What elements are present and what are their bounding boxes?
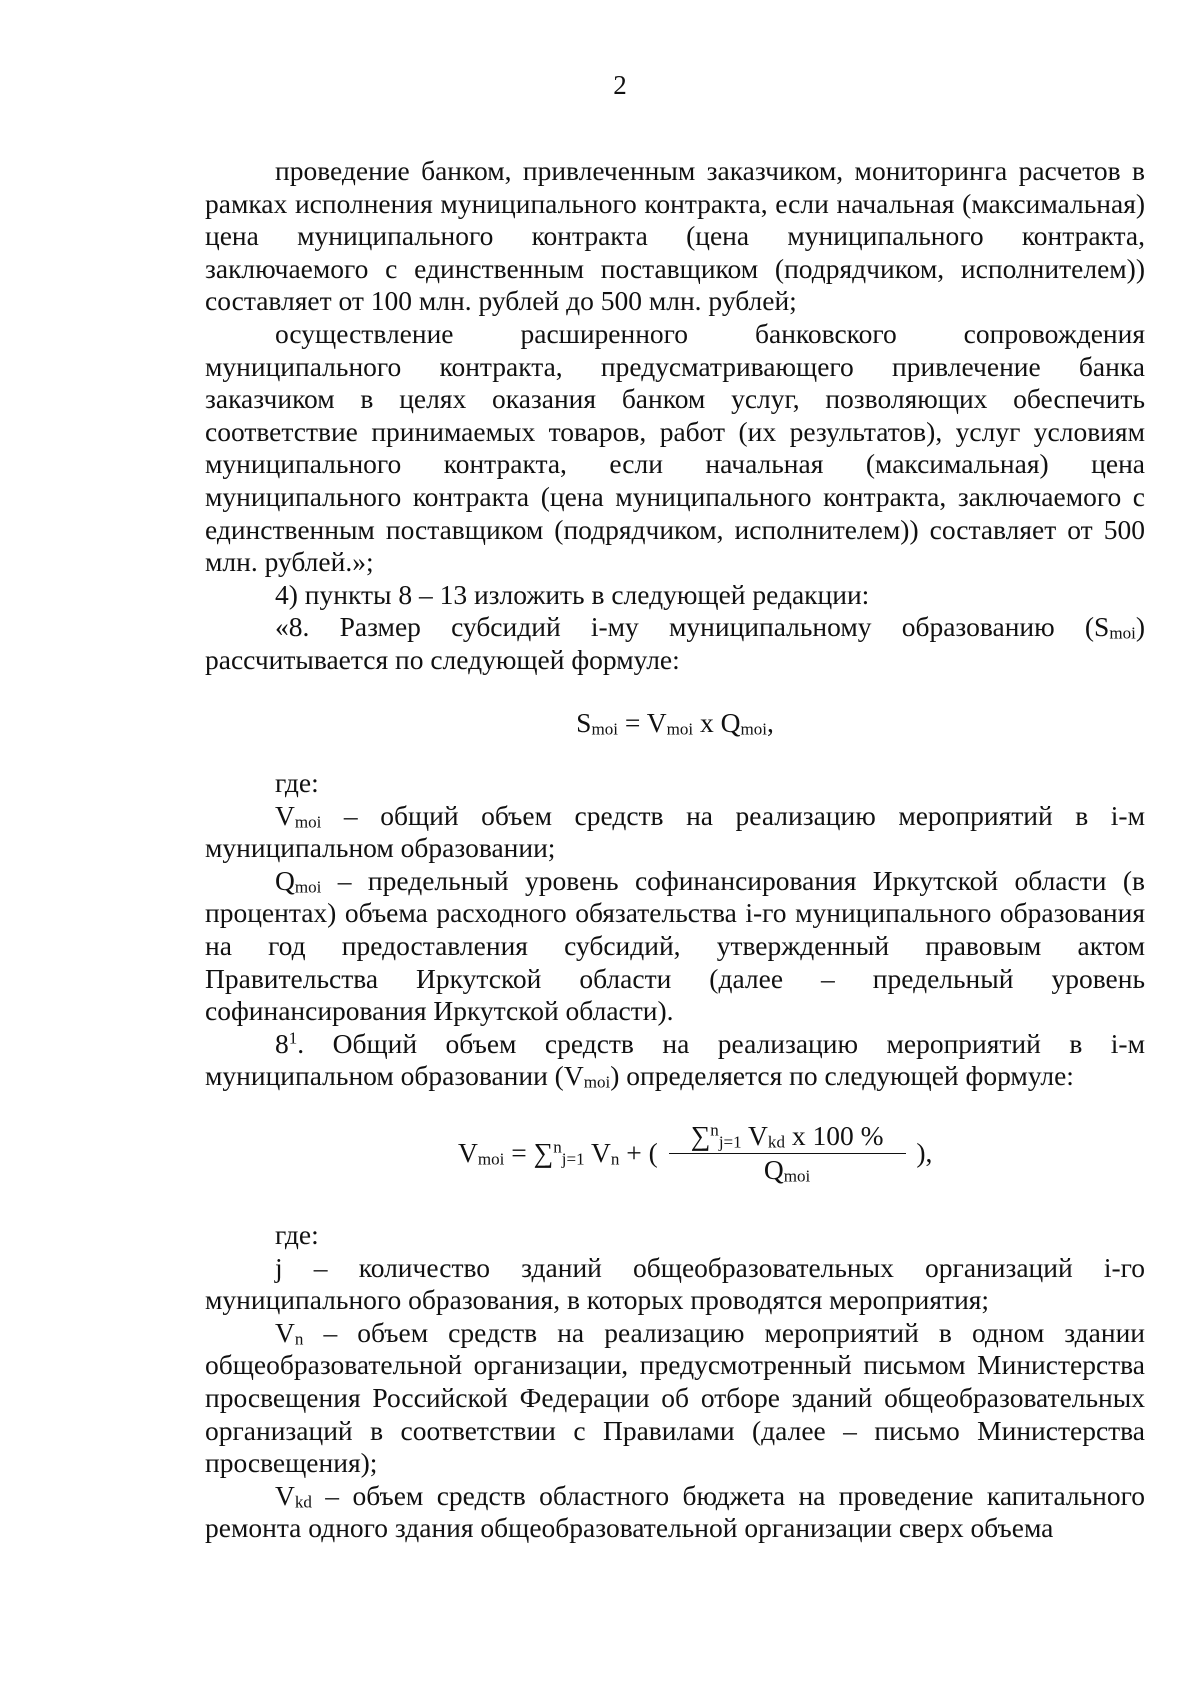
page-number: 2 (613, 70, 627, 100)
paragraph-item-4: 4) пункты 8 – 13 изложить в следующей редакции: (275, 578, 870, 610)
paragraph-bank-monitoring: проведение банком, привлеченным заказчиком, мониторинга расчетов в рамках исполнения муниципального контракта, если начальная (максимальная) цена муниципального контракта (цена муниципального контракта, заключаемого с единственным поставщиком (подрядчиком, исполнителем)) составляет от 100 млн. рублей до 500 млн. рублей; (205, 155, 1145, 317)
formula-fraction (669, 1121, 906, 1186)
definition-qmoi: $Q_{moi}$ – предельный уровень софинансирования Иркутской области (в процентах) объема расходного обязательства i-го муниципального образования на год предоставления субсидий, утвержденный правовым актом Правительства Иркутской области (далее – предельный уровень софинансирования Иркутской области). (205, 864, 1145, 1027)
paragraph-extended-support: осуществление расширенного банковского сопровождения муниципального контракта, предусматривающего привлечение банка заказчиком в целях оказания банком услуг, позволяющих обеспечить соответствие принимаемых товаров, работ (их результатов), услуг условиям муниципального контракта, если начальная (максимальная) цена муниципального контракта (цена муниципального контракта, заключаемого с единственным поставщиком (подрядчиком, исполнителем)) составляет от 500 млн. рублей.»; (205, 317, 1145, 578)
definition-vmoi: $V_{moi}$ – общий объем средств на реализацию мероприятий в i-м муниципальном образовании; (205, 799, 1145, 864)
definition-vn: $V_n$ – объем средств на реализацию мероприятий в одном здании общеобразовательной организации, предусмотренный письмом Министерства просвещения Российской Федерации об отборе зданий общеобразовательных организаций в соответствии с Правилами (далее – письмо Министерства просвещения); (205, 1316, 1145, 1479)
paragraph-item-8-1: $8^1$. Общий объем средств на реализацию мероприятий в i-м муниципальном образовании $(V_{moi})$ определяется по следующей формуле: (205, 1027, 1145, 1092)
document-body (205, 155, 1145, 1545)
fraction-denominator: $Q_{moi}$ (763, 1154, 811, 1186)
definition-vkd: $V_{kd}$ – объем средств областного бюджета на проведение капитального ремонта одного здания общеобразовательной организации сверх объема (205, 1479, 1145, 1544)
formula-total-volume: $V_{moi} = \sum^n_{j=1}$ $V_n$ + ( $\frac{\sum^n_{j=1} V_{kd} x 100 \%}{Q_{moi}}$ ), (458, 1120, 933, 1186)
where-label-2: где: (275, 1219, 319, 1251)
paragraph-item-8: «8. Размер субсидий i-му муниципальному образованию $(S_{moi})$ рассчитывается по следующей формуле: (205, 611, 1145, 675)
formula-subsidy: $S_{moi} = V_{moi}$ x $Q_{moi}$, (576, 706, 774, 739)
definition-j: j – количество зданий общеобразовательных организаций i-го муниципального образования, в которых проводятся мероприятия; (205, 1251, 1145, 1316)
fraction-numerator: ∑$^n_{j=1}$ $V_{kd}$ x 100 % (669, 1121, 906, 1154)
where-label-1: где: (275, 767, 319, 799)
